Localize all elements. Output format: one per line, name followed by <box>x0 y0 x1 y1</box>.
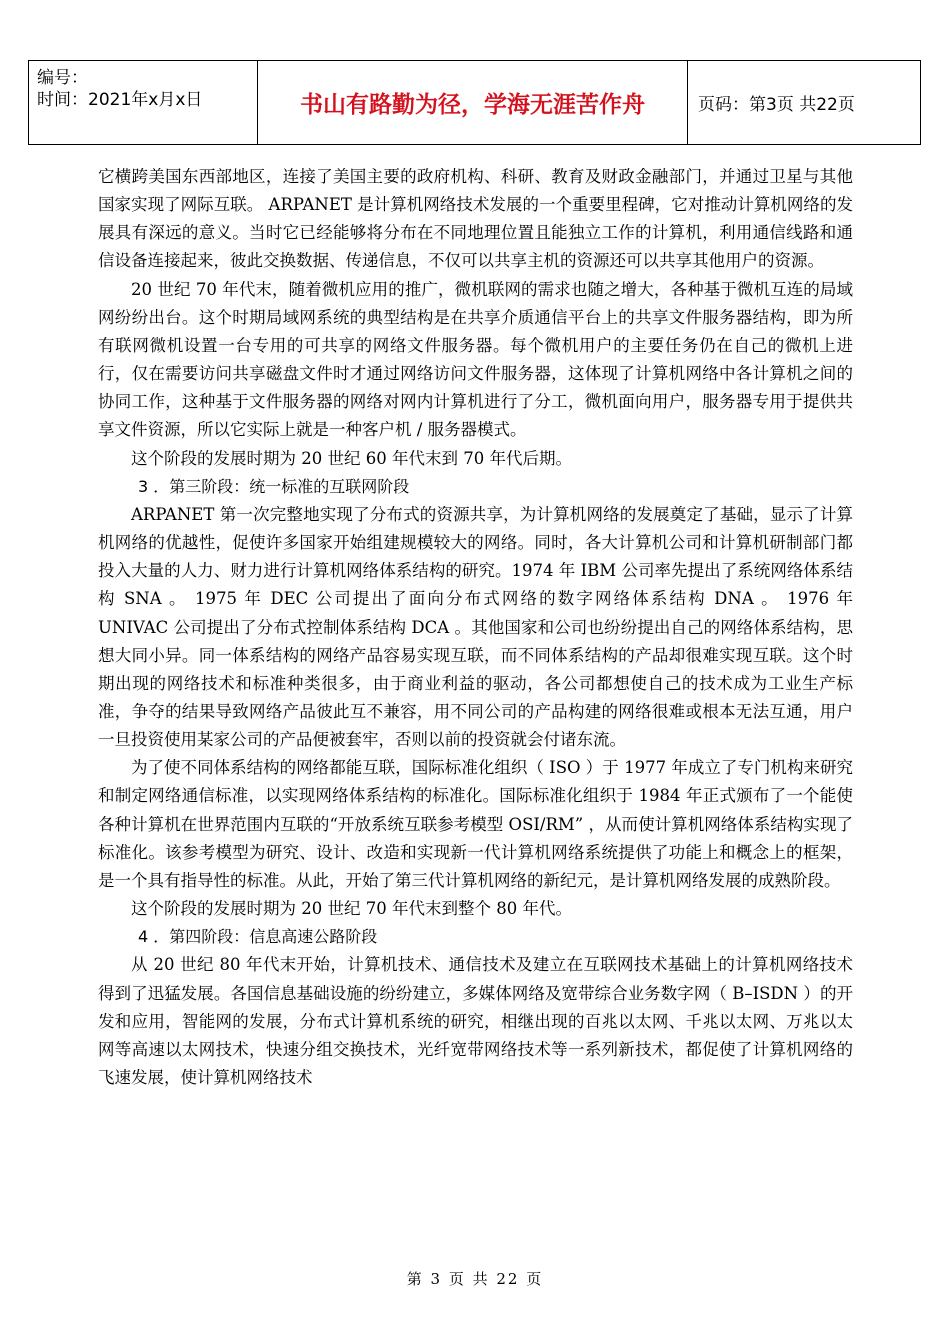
header-table <box>28 60 921 145</box>
time-label: 时间：2021年x月x日 <box>37 90 203 110</box>
section-heading: 4 ．第四阶段：信息高速公路阶段 <box>138 927 378 947</box>
header-left-cell <box>29 61 258 144</box>
page-footer: 第 3 页 共 22 页 <box>406 1270 544 1288</box>
paragraph: 它横跨美国东西部地区，连接了美国主要的政府机构、科研、教育及财政金融部门，并通过卫星与其他国家实现了网际互联。 ARPANET 是计算机网络技术发展的一个重要里程碑，它对推动计算机网络的发展具有深远的意义。当时它已经能够将分布在不同地理位置且能独立工作的计算机，利用通信线路和通信设备连接起来，彼此交换数据、传递信息，不仅可以共享主机的资源还可以共享其他用户的资源。 <box>98 167 853 271</box>
paragraph: 20 世纪 70 年代末，随着微机应用的推广，微机联网的需求也随之增大，各种基于微机互连的局域网纷纷出台。这个时期局域网系统的典型结构是在共享介质通信平台上的共享文件服务器结构，即为所有联网微机设置一台专用的可共享的网络文件服务器。每个微机用户的主要任务仍在自己的微机上进行，仅在需要访问共享磁盘文件时才通过网络访问文件服务器，这体现了计算机网络中各计算机之间的协同工作，这种基于文件服务器的网络对网内计算机进行了分工，微机面向用户，服务器专用于提供共享文件资源，所以它实际上就是一种客户机 / 服务器模式。 <box>98 279 853 440</box>
section-heading: 3 ．第三阶段：统一标准的互联网阶段 <box>138 476 410 496</box>
page-info: 页码：第3页 共22页 <box>698 95 855 115</box>
paragraph: 为了使不同体系结构的网络都能互联，国际标准化组织（ ISO ）于 1977 年成立了专门机构来研究和制定网络通信标准，以实现网络体系结构的标准化。国际标准化组织于 1984 年正式颁布了一个能使各种计算机在世界范围内互联的“开放系统互联参考模型 OSI/RM” ，从而使计算机网络体系结构实现了标准化。该参考模型为研究、设计、改造和实现新一代计算机网络系统提供了功能上和概念上的框架，是一个具有指导性的标准。从此，开始了第三代计算机网络的新纪元，是计算机网络发展的成熟阶段。 <box>98 758 853 890</box>
number-label: 编号： <box>37 68 88 88</box>
paragraph: 这个阶段的发展时期为 20 世纪 60 年代末到 70 年代后期。 <box>131 448 572 468</box>
paragraph: ARPANET 第一次完整地实现了分布式的资源共享，为计算机网络的发展奠定了基础，显示了计算机网络的优越性，促使许多国家开始组建规模较大的网络。同时，各大计算机公司和计算机研制部门都投入大量的人力、财力进行计算机网络体系结构的研究。1974 年 IBM 公司率先提出了系统网络体系结构 SNA 。 1975 年 DEC 公司提出了面向分布式网络的数字网络体系结构 DNA 。 1976 年 UNIVAC 公司提出了分布式控制体系结构 DCA 。其他国家和公司也纷纷提出自己的网络体系结构，思想大同小异。同一体系结构的网络产品容易实现互联，而不同体系结构的产品却很难实现互联。这个时期出现的网络技术和标准种类很多，由于商业利益的驱动，各公司都想使自己的技术成为工业生产标准，争夺的结果导致网络产品彼此互不兼容，用不同公司的产品构建的网络很难或根本无法互通，用户一旦投资使用某家公司的产品便被套牢，否则以前的投资就会付诸东流。 <box>98 504 853 750</box>
document-body <box>98 163 853 1092</box>
header-page-cell <box>688 61 920 144</box>
paragraph: 从 20 世纪 80 年代末开始，计算机技术、通信技术及建立在互联网技术基础上的计算机网络技术得到了迅猛发展。各国信息基础设施的纷纷建立，多媒体网络及宽带综合业务数字网（ B–ISDN ）的开发和应用，智能网的发展，分布式计算机系统的研究，相继出现的百兆以太网、千兆以太网、万兆以太网等高速以太网技术，快速分组交换技术，光纤宽带网络技术等一系列新技术，都促使了计算机网络的飞速发展，使计算机网络技术 <box>98 955 853 1087</box>
paragraph: 这个阶段的发展时期为 20 世纪 70 年代末到整个 80 年代。 <box>131 899 572 919</box>
header-motto-cell <box>258 61 688 144</box>
motto: 书山有路勤为径，学海无涯苦作舟 <box>300 92 645 118</box>
